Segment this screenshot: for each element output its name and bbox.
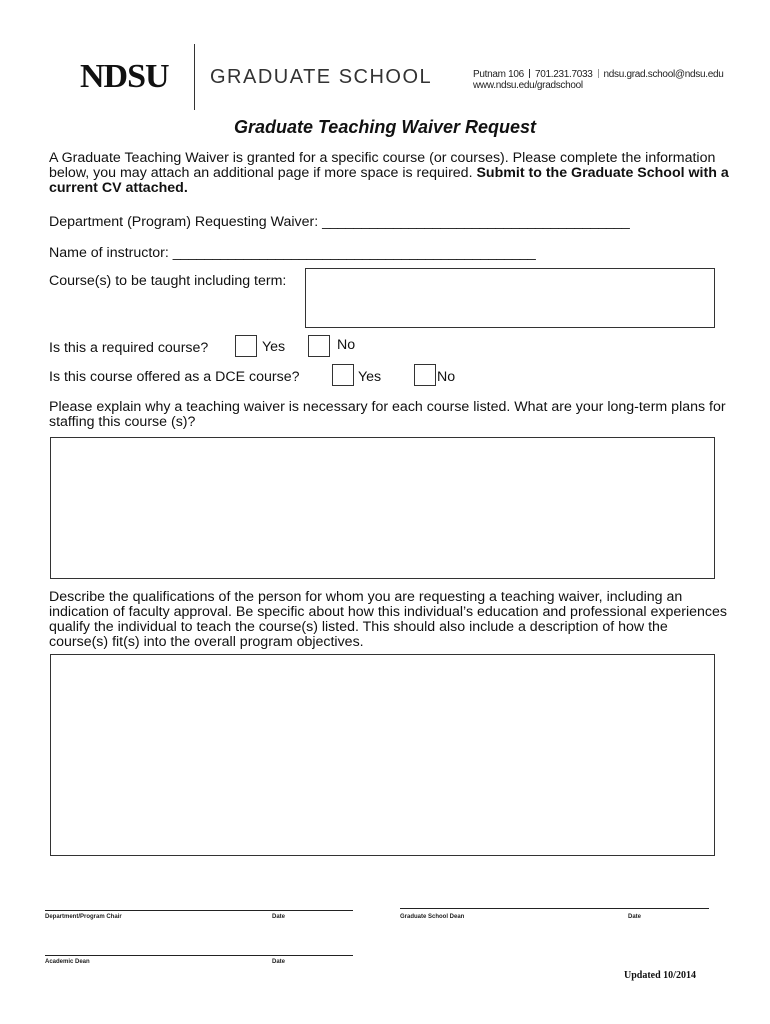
instructor-field[interactable]: Name of instructor: ______________________________________________ (49, 245, 536, 261)
dce-yes-checkbox[interactable] (332, 364, 354, 386)
required-no-checkbox[interactable] (308, 335, 330, 357)
explain-prompt: Please explain why a teaching waiver is necessary for each course listed. What are your long-term plans for staffing this course (s)? (49, 399, 726, 430)
academic-dean-label: Academic Dean (45, 959, 90, 965)
required-yes-checkbox[interactable] (235, 335, 257, 357)
explain-textbox[interactable] (50, 437, 715, 579)
academic-dean-signature-line[interactable] (45, 955, 353, 956)
email-link[interactable]: ndsu.grad.school@ndsu.edu (603, 69, 724, 80)
chair-date-label: Date (272, 914, 286, 920)
required-no-label: No (337, 337, 356, 353)
describe-textbox[interactable] (50, 654, 715, 856)
dce-yes-label: Yes (358, 369, 382, 385)
ndsu-logo: NDSU (80, 58, 169, 95)
office-location: Putnam 106 (473, 69, 524, 80)
intro-bold-text: Submit to the Graduate School with a current CV attached. (49, 165, 729, 196)
dce-no-label: No (437, 369, 456, 385)
separator (529, 69, 530, 78)
separator (598, 69, 599, 78)
chair-signature-line[interactable] (45, 910, 353, 911)
department-field[interactable]: Department (Program) Requesting Waiver: _______________________________________ (49, 214, 630, 230)
dce-no-checkbox[interactable] (414, 364, 436, 386)
website-link[interactable]: www.ndsu.edu/gradschool (473, 80, 583, 91)
grad-dean-label: Graduate School Dean (400, 914, 465, 920)
form-title: Graduate Teaching Waiver Request (233, 117, 537, 137)
courses-label: Course(s) to be taught including term: (49, 273, 287, 289)
describe-prompt: Describe the qualifications of the person for whom you are requesting a teaching waiver, including an indication of faculty approval. Be specific about how this individual’s education and professional experiences qualify the individual to teach the course(s) listed. This should also include a description of how the course(s) fit(s) into the overall program objectives. (49, 589, 728, 650)
required-yes-label: Yes (262, 339, 286, 355)
header-divider (194, 44, 195, 110)
phone-number: 701.231.7033 (534, 69, 593, 80)
academic-dean-date-label: Date (272, 959, 286, 965)
required-course-label: Is this a required course? (49, 340, 209, 356)
courses-textbox[interactable] (305, 268, 715, 328)
intro-paragraph (49, 151, 729, 196)
intro-text: A Graduate Teaching Waiver is granted for a specific course (or courses). Please complete the information below, you may attach an additional page if more space is required. (49, 150, 716, 181)
graduate-school-label: GRADUATE SCHOOL (210, 66, 433, 88)
grad-dean-date-label: Date (628, 914, 642, 920)
dce-course-label: Is this course offered as a DCE course? (49, 369, 300, 385)
chair-label: Department/Program Chair (45, 914, 122, 920)
grad-dean-signature-line[interactable] (400, 908, 709, 909)
contact-info (473, 69, 723, 91)
updated-date: Updated 10/2014 (624, 970, 696, 981)
